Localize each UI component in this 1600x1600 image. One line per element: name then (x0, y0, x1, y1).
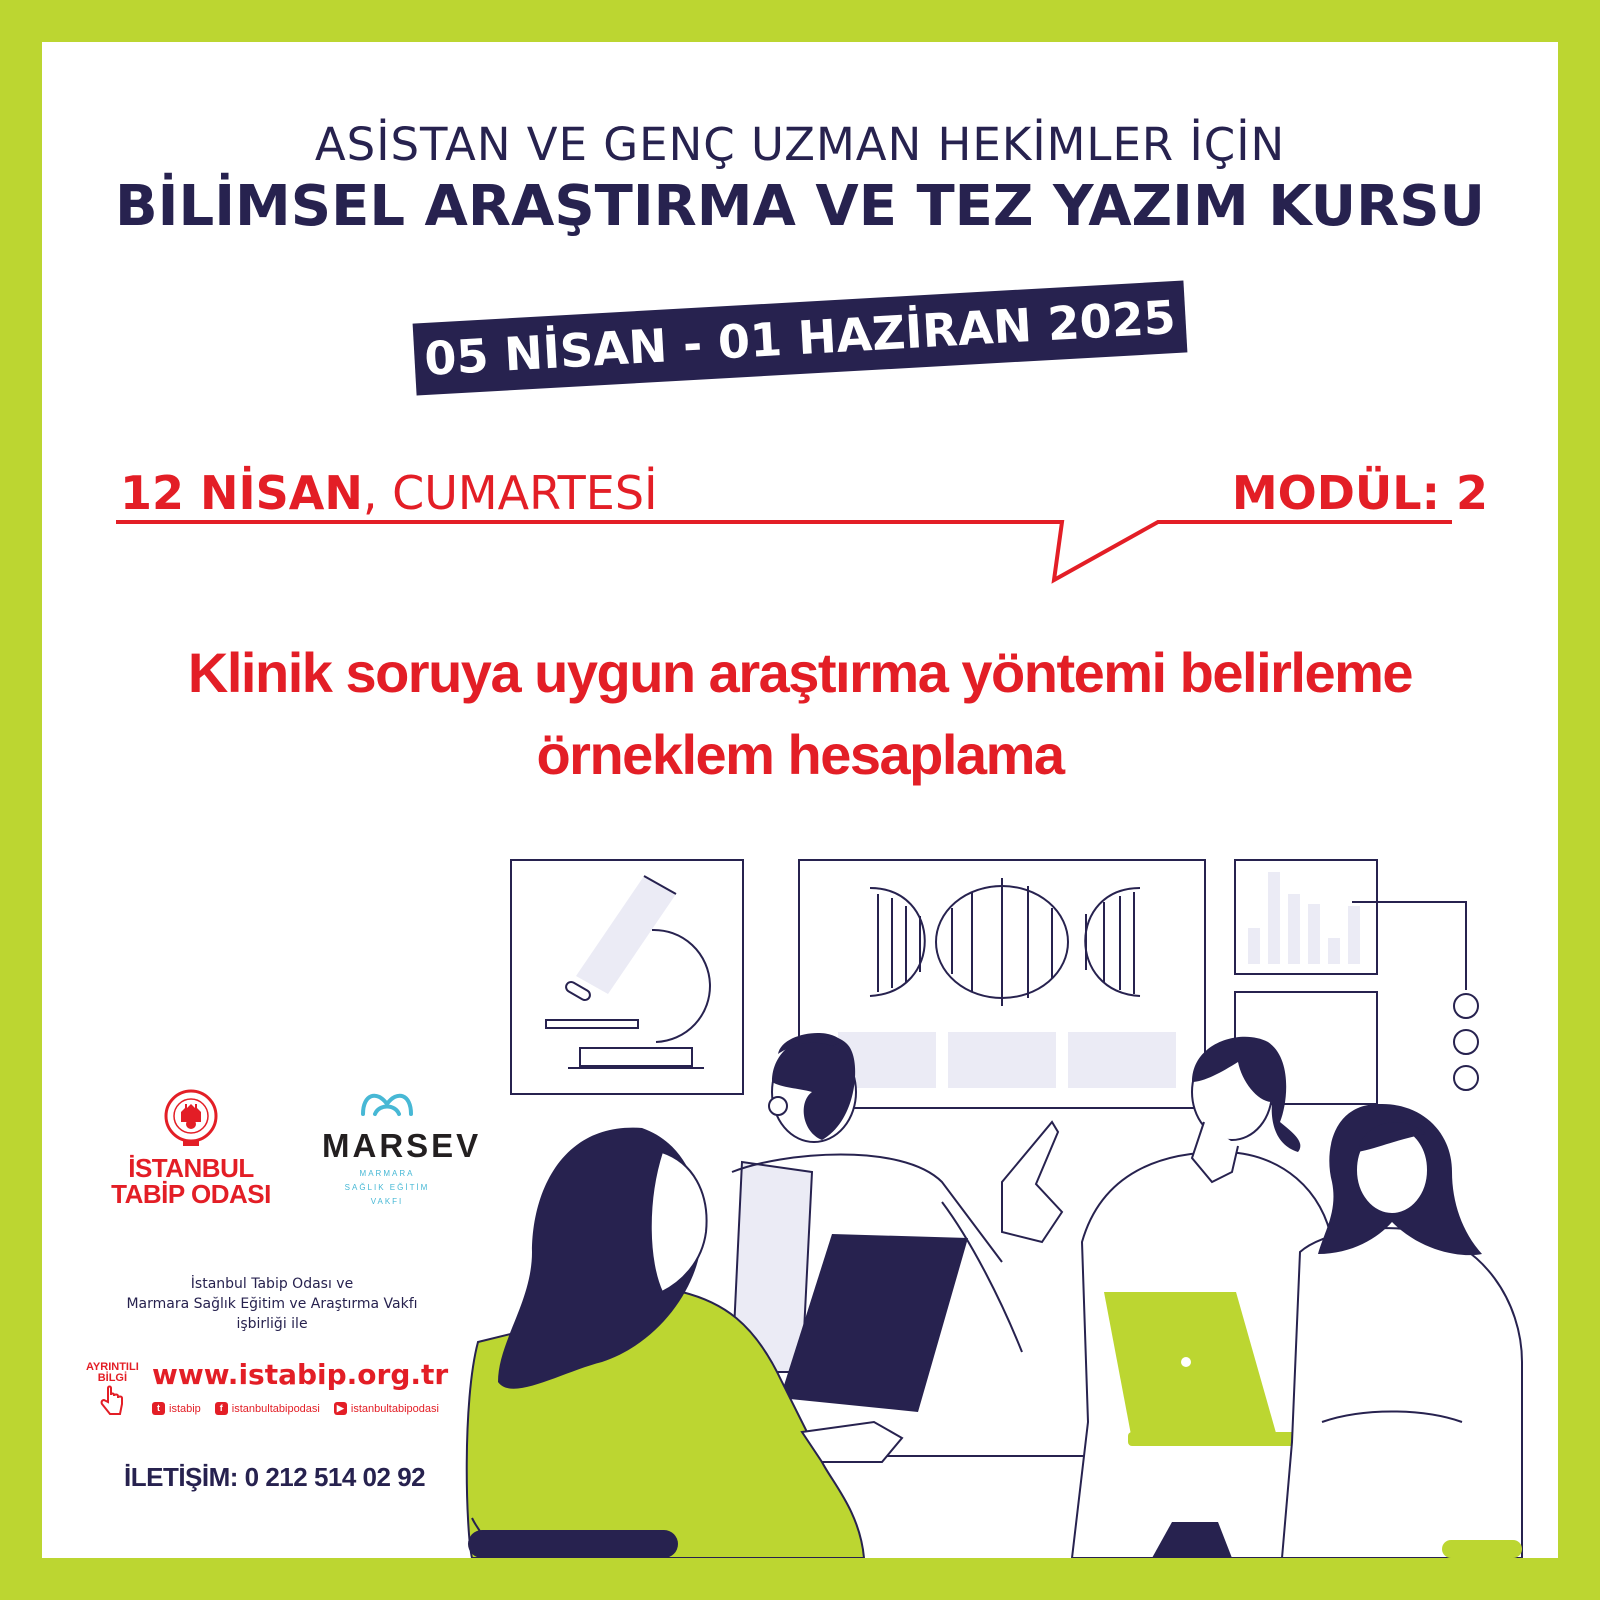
partnership-note (82, 1274, 462, 1334)
social-label: istabip (169, 1402, 201, 1415)
social-links (152, 1402, 439, 1415)
bar-chart-icon (1248, 872, 1360, 964)
contact-phone: İLETİŞİM: 0 212 514 02 92 (124, 1462, 426, 1492)
itb-logo-line-1: İSTANBUL (128, 1153, 254, 1183)
social-link-facebook[interactable] (215, 1402, 320, 1415)
facebook-icon: f (215, 1402, 228, 1415)
partnership-line-2: Marmara Sağlık Eğitim ve Araştırma Vakfı (126, 1296, 418, 1312)
itb-seal-icon (163, 1088, 219, 1150)
poster-card (42, 42, 1558, 1558)
info-tag (86, 1362, 139, 1421)
istanbul-tabip-odasi-logo (96, 1088, 286, 1207)
microscope-icon (546, 876, 710, 1068)
info-block (948, 1032, 1056, 1088)
partnership-line-3: işbirliği ile (236, 1316, 308, 1332)
marsev-logo-sub-2: SAĞLIK EĞİTİM (344, 1183, 430, 1192)
topic-line-1: Klinik soruya uygun araştırma yöntemi belirleme (187, 641, 1413, 704)
twitter-icon: t (152, 1402, 165, 1415)
poster-title: BİLİMSEL ARAŞTIRMA VE TEZ YAZIM KURSU (114, 174, 1486, 239)
info-row (82, 1358, 502, 1438)
marsev-wave-icon (357, 1086, 417, 1118)
marsev-logo (322, 1086, 482, 1207)
session-date-weekday: , CUMARTESİ (362, 466, 658, 520)
info-tag-line-2: BİLGİ (97, 1372, 128, 1384)
marsev-logo-name: MARSEV (322, 1127, 482, 1164)
website-link[interactable]: www.istabip.org.tr (152, 1358, 449, 1391)
social-label: istanbultabipodasi (231, 1402, 320, 1415)
poster-supertitle: ASİSTAN VE GENÇ UZMAN HEKİMLER İÇİN (314, 118, 1286, 171)
social-label: istanbultabipodasi (350, 1402, 439, 1415)
marsev-logo-sub-3: VAKFI (370, 1197, 404, 1206)
youtube-icon: ▶ (334, 1402, 347, 1415)
course-date-text: 05 NİSAN - 01 HAZİRAN 2025 (423, 290, 1177, 386)
partnership-line-1: İstanbul Tabip Odası ve (190, 1276, 354, 1292)
pointing-hand-icon (98, 1384, 126, 1418)
social-link-youtube[interactable] (334, 1402, 439, 1415)
social-link-twitter[interactable] (152, 1402, 201, 1415)
itb-logo-line-2: TABİP ODASI (111, 1179, 271, 1209)
info-block (1068, 1032, 1176, 1088)
woman-right-figure (1282, 1104, 1522, 1558)
session-date-day: 12 NİSAN (120, 466, 363, 520)
microscope-panel (511, 860, 743, 1094)
module-label: MODÜL: 2 (1231, 466, 1488, 520)
dna-helix-icon (870, 878, 1140, 1006)
marsev-logo-sub-1: MARMARA (359, 1169, 415, 1178)
info-tag-line-1: AYRINTILI (86, 1361, 139, 1373)
topic-line-2: örneklem hesaplama (536, 723, 1064, 786)
